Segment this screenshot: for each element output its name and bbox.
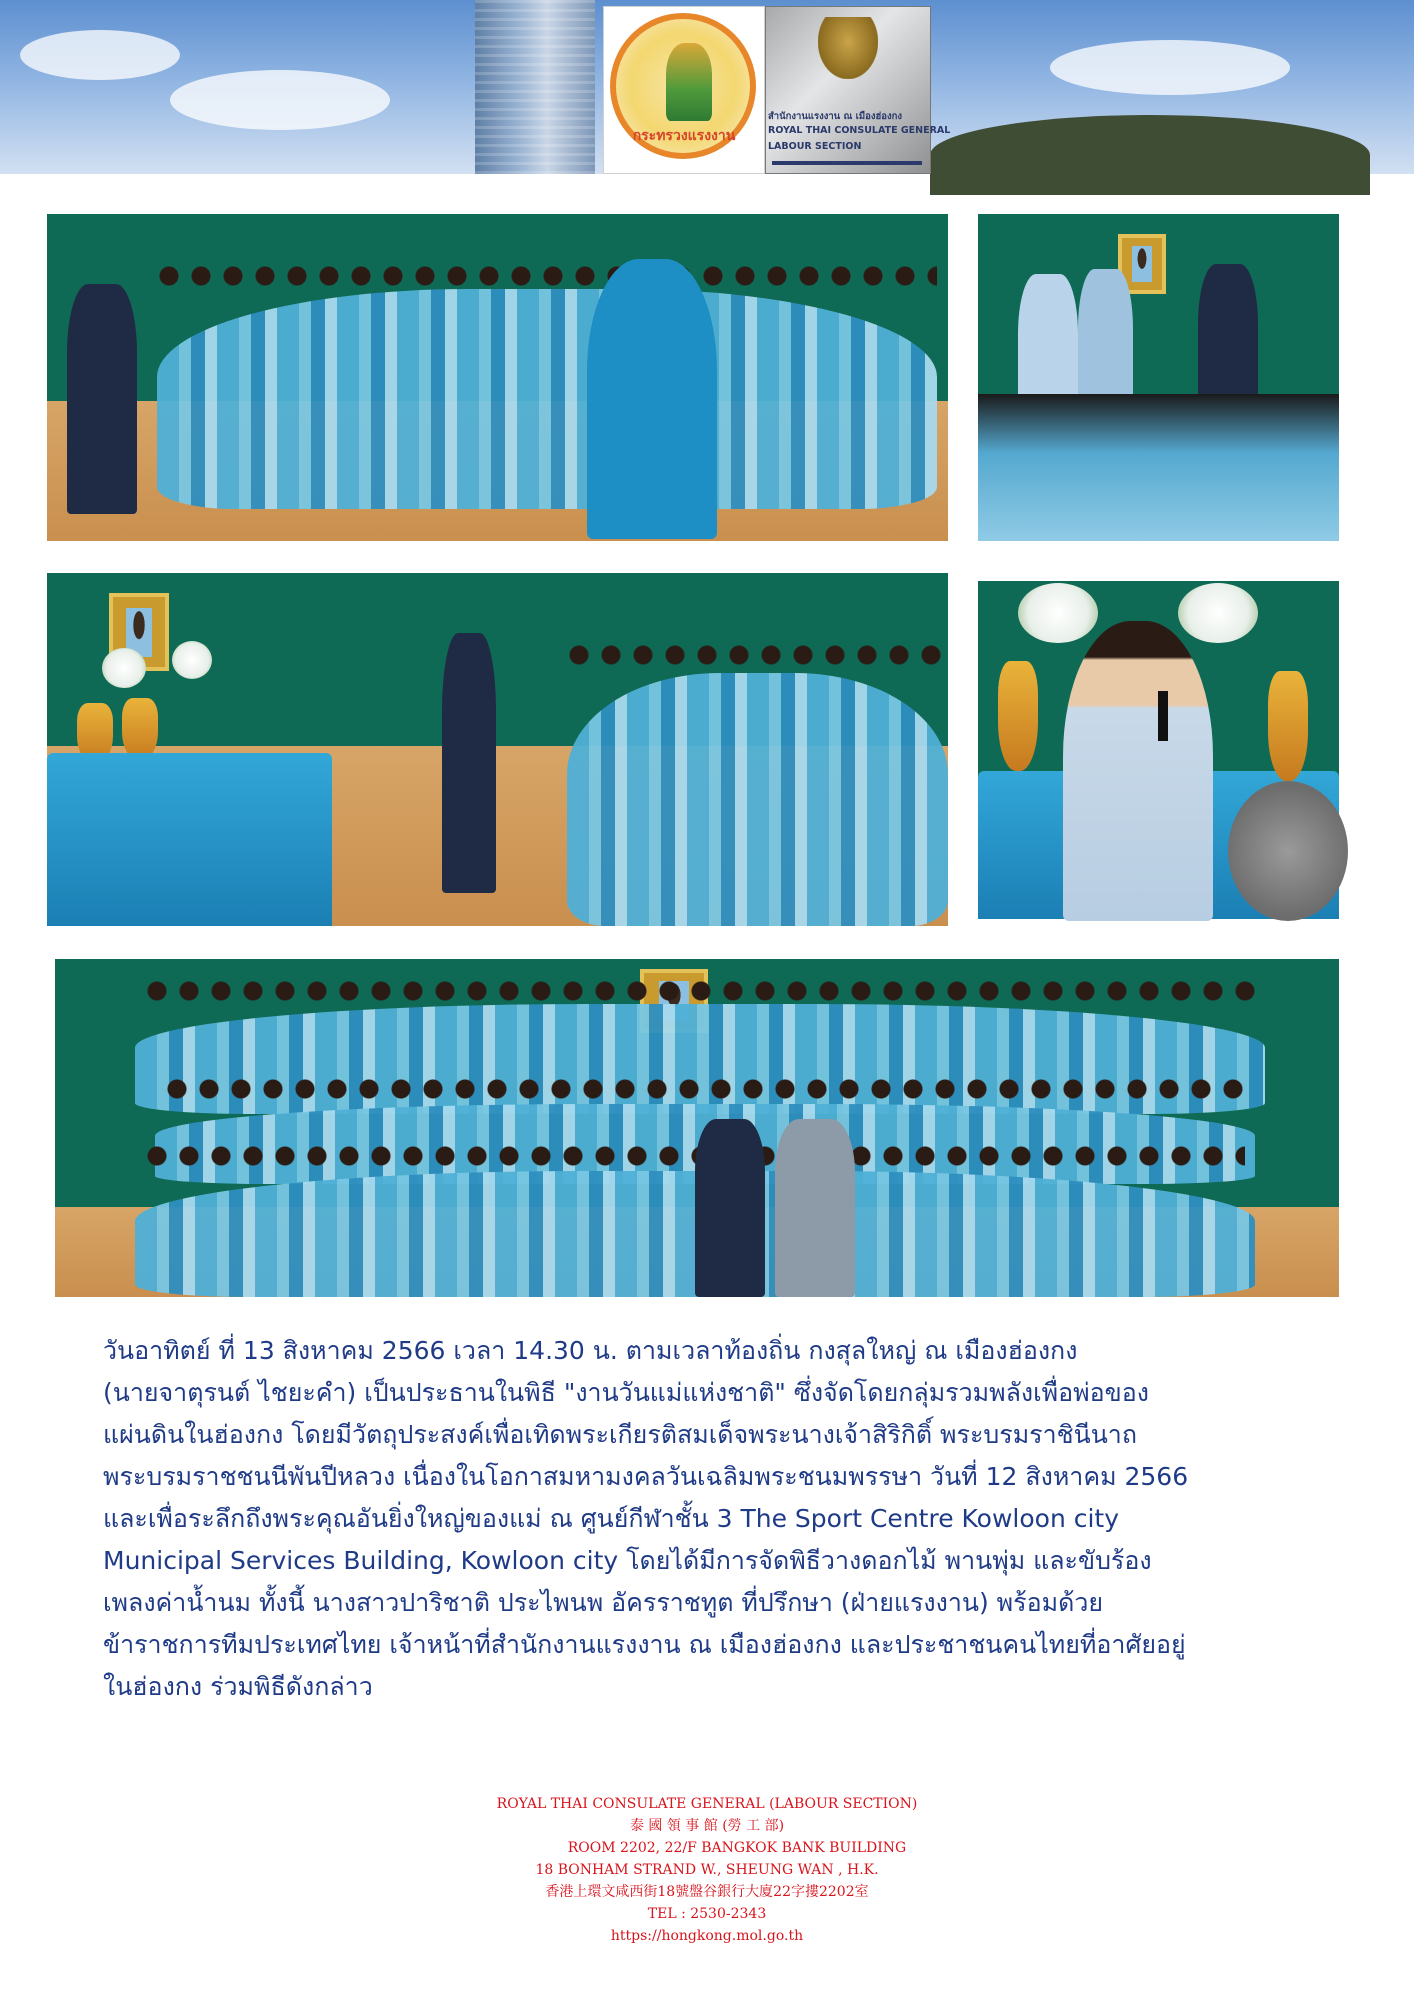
footer-org-zh: 泰 國 領 事 館 (勞 工 部) <box>629 1818 785 1834</box>
photo-singing-group <box>47 573 948 926</box>
description-line: Municipal Services Building, Kowloon city โดยได้มีการจัดพิธีวางดอกไม้ พานพุ่ม และขับร้อง <box>103 1546 1152 1575</box>
footer-org-en: ROYAL THAI CONSULATE GENERAL (LABOUR SECTION) <box>496 1796 918 1812</box>
woman-reading <box>587 259 717 539</box>
deity-figure-icon <box>666 43 712 121</box>
man-in-suit <box>695 1119 765 1297</box>
photo-group-portrait <box>55 959 1339 1297</box>
man-in-suit <box>67 284 137 514</box>
description-line: แผ่นดินในฮ่องกง โดยมีวัตถุประสงค์เพื่อเทิดพระเกียรติสมเด็จพระนางเจ้าสิริกิติ์ พระบรมราชินีนาถ <box>103 1420 1137 1449</box>
description-line: ข้าราชการทีมประเทศไทย เจ้าหน้าที่สำนักงานแรงงาน ณ เมืองฮ่องกง และประชาชนคนไทยที่อาศัยอยู่ <box>103 1630 1186 1659</box>
crowd-heads-middle-row <box>165 1077 1245 1105</box>
description-line: เพลงค่าน้ำนม ทั้งนี้ นางสาวปาริชาติ ประไพนพ อัครราชทูต ที่ปรึกษา (ฝ่ายแรงงาน) พร้อมด้วย <box>103 1588 1103 1617</box>
crowd-heads-back-row <box>145 979 1255 1007</box>
phan-phum-offering <box>1268 671 1308 781</box>
seated-guests <box>978 394 1339 541</box>
photo-ceremony-line <box>47 214 948 541</box>
man-in-grey-suit <box>775 1119 855 1297</box>
arrow-icon <box>772 161 922 165</box>
event-description <box>103 1330 1303 1708</box>
flower-arrangement <box>102 648 146 688</box>
description-line: วันอาทิตย์ ที่ 13 สิงหาคม 2566 เวลา 14.30 น. ตามเวลาท้องถิ่น กงสุลใหญ่ ณ เมืองฮ่องกง <box>103 1336 1078 1365</box>
footer-contact <box>0 1793 1414 1947</box>
footer-address-line-1: ROOM 2202, 22/F BANGKOK BANK BUILDING <box>567 1840 907 1856</box>
ministry-of-labour-logo <box>603 6 765 174</box>
logo-caption: กระทรวงแรงงาน <box>632 128 736 144</box>
description-line: และเพื่อระลึกถึงพระคุณอันยิ่งใหญ่ของแม่ ณ ศูนย์กีฬาชั้น 3 The Sport Centre Kowloon city <box>103 1504 1120 1533</box>
header-banner <box>0 0 1414 174</box>
cloud-shape <box>170 70 390 130</box>
plaque-line-section: LABOUR SECTION <box>768 141 862 152</box>
description-line: พระบรมราชชนนีพันปีหลวง เนื่องในโอกาสมหามงคลวันเฉลิมพระชนมพรรษา วันที่ 12 สิงหาคม 2566 <box>103 1462 1189 1491</box>
woman-speaking <box>1063 621 1213 921</box>
crowd-group <box>567 673 948 926</box>
cloud-shape <box>20 30 180 80</box>
man-in-suit <box>442 633 496 893</box>
audience-head <box>1228 781 1348 921</box>
description-line: ในฮ่องกง ร่วมพิธีดังกล่าว <box>103 1672 373 1701</box>
footer-address-line-2: 18 BONHAM STRAND W., SHEUNG WAN , H.K. <box>535 1862 879 1878</box>
mountain-shape <box>930 115 1370 195</box>
photo-speaker-microphone <box>978 581 1339 919</box>
consulate-plaque <box>765 6 951 174</box>
footer-address-zh: 香港上環文咸西街18號盤谷銀行大廈22字摟2202室 <box>545 1884 869 1900</box>
microphone-icon <box>1158 691 1168 741</box>
flower-arrangement <box>172 641 212 679</box>
phan-phum-offering <box>122 698 158 760</box>
description-line: (นายจาตุรนต์ ไชยะคำ) เป็นประธานในพิธี "งานวันแม่แห่งชาติ" ซึ่งจัดโดยกลุ่มรวมพลังเพื่อพ่อของ <box>103 1378 1149 1407</box>
flower-arrangement <box>1178 583 1258 643</box>
plaque-line-consulate: ROYAL THAI CONSULATE GENERAL <box>768 125 951 136</box>
ceremony-table <box>47 753 332 926</box>
footer-telephone: TEL : 2530-2343 <box>647 1906 767 1922</box>
plaque-line-thai: สำนักงานแรงงาน ณ เมืองฮ่องกง <box>768 111 902 122</box>
phan-phum-offering <box>998 661 1038 771</box>
flower-arrangement <box>1018 583 1098 643</box>
crowd-heads <box>567 643 948 673</box>
photo-guests-seated <box>978 214 1339 541</box>
garuda-emblem-icon <box>818 17 878 79</box>
crowd-group <box>157 289 937 509</box>
skyscraper-image <box>475 0 595 174</box>
cloud-shape <box>1050 40 1290 95</box>
footer-website-link[interactable]: https://hongkong.mol.go.th <box>610 1928 804 1944</box>
